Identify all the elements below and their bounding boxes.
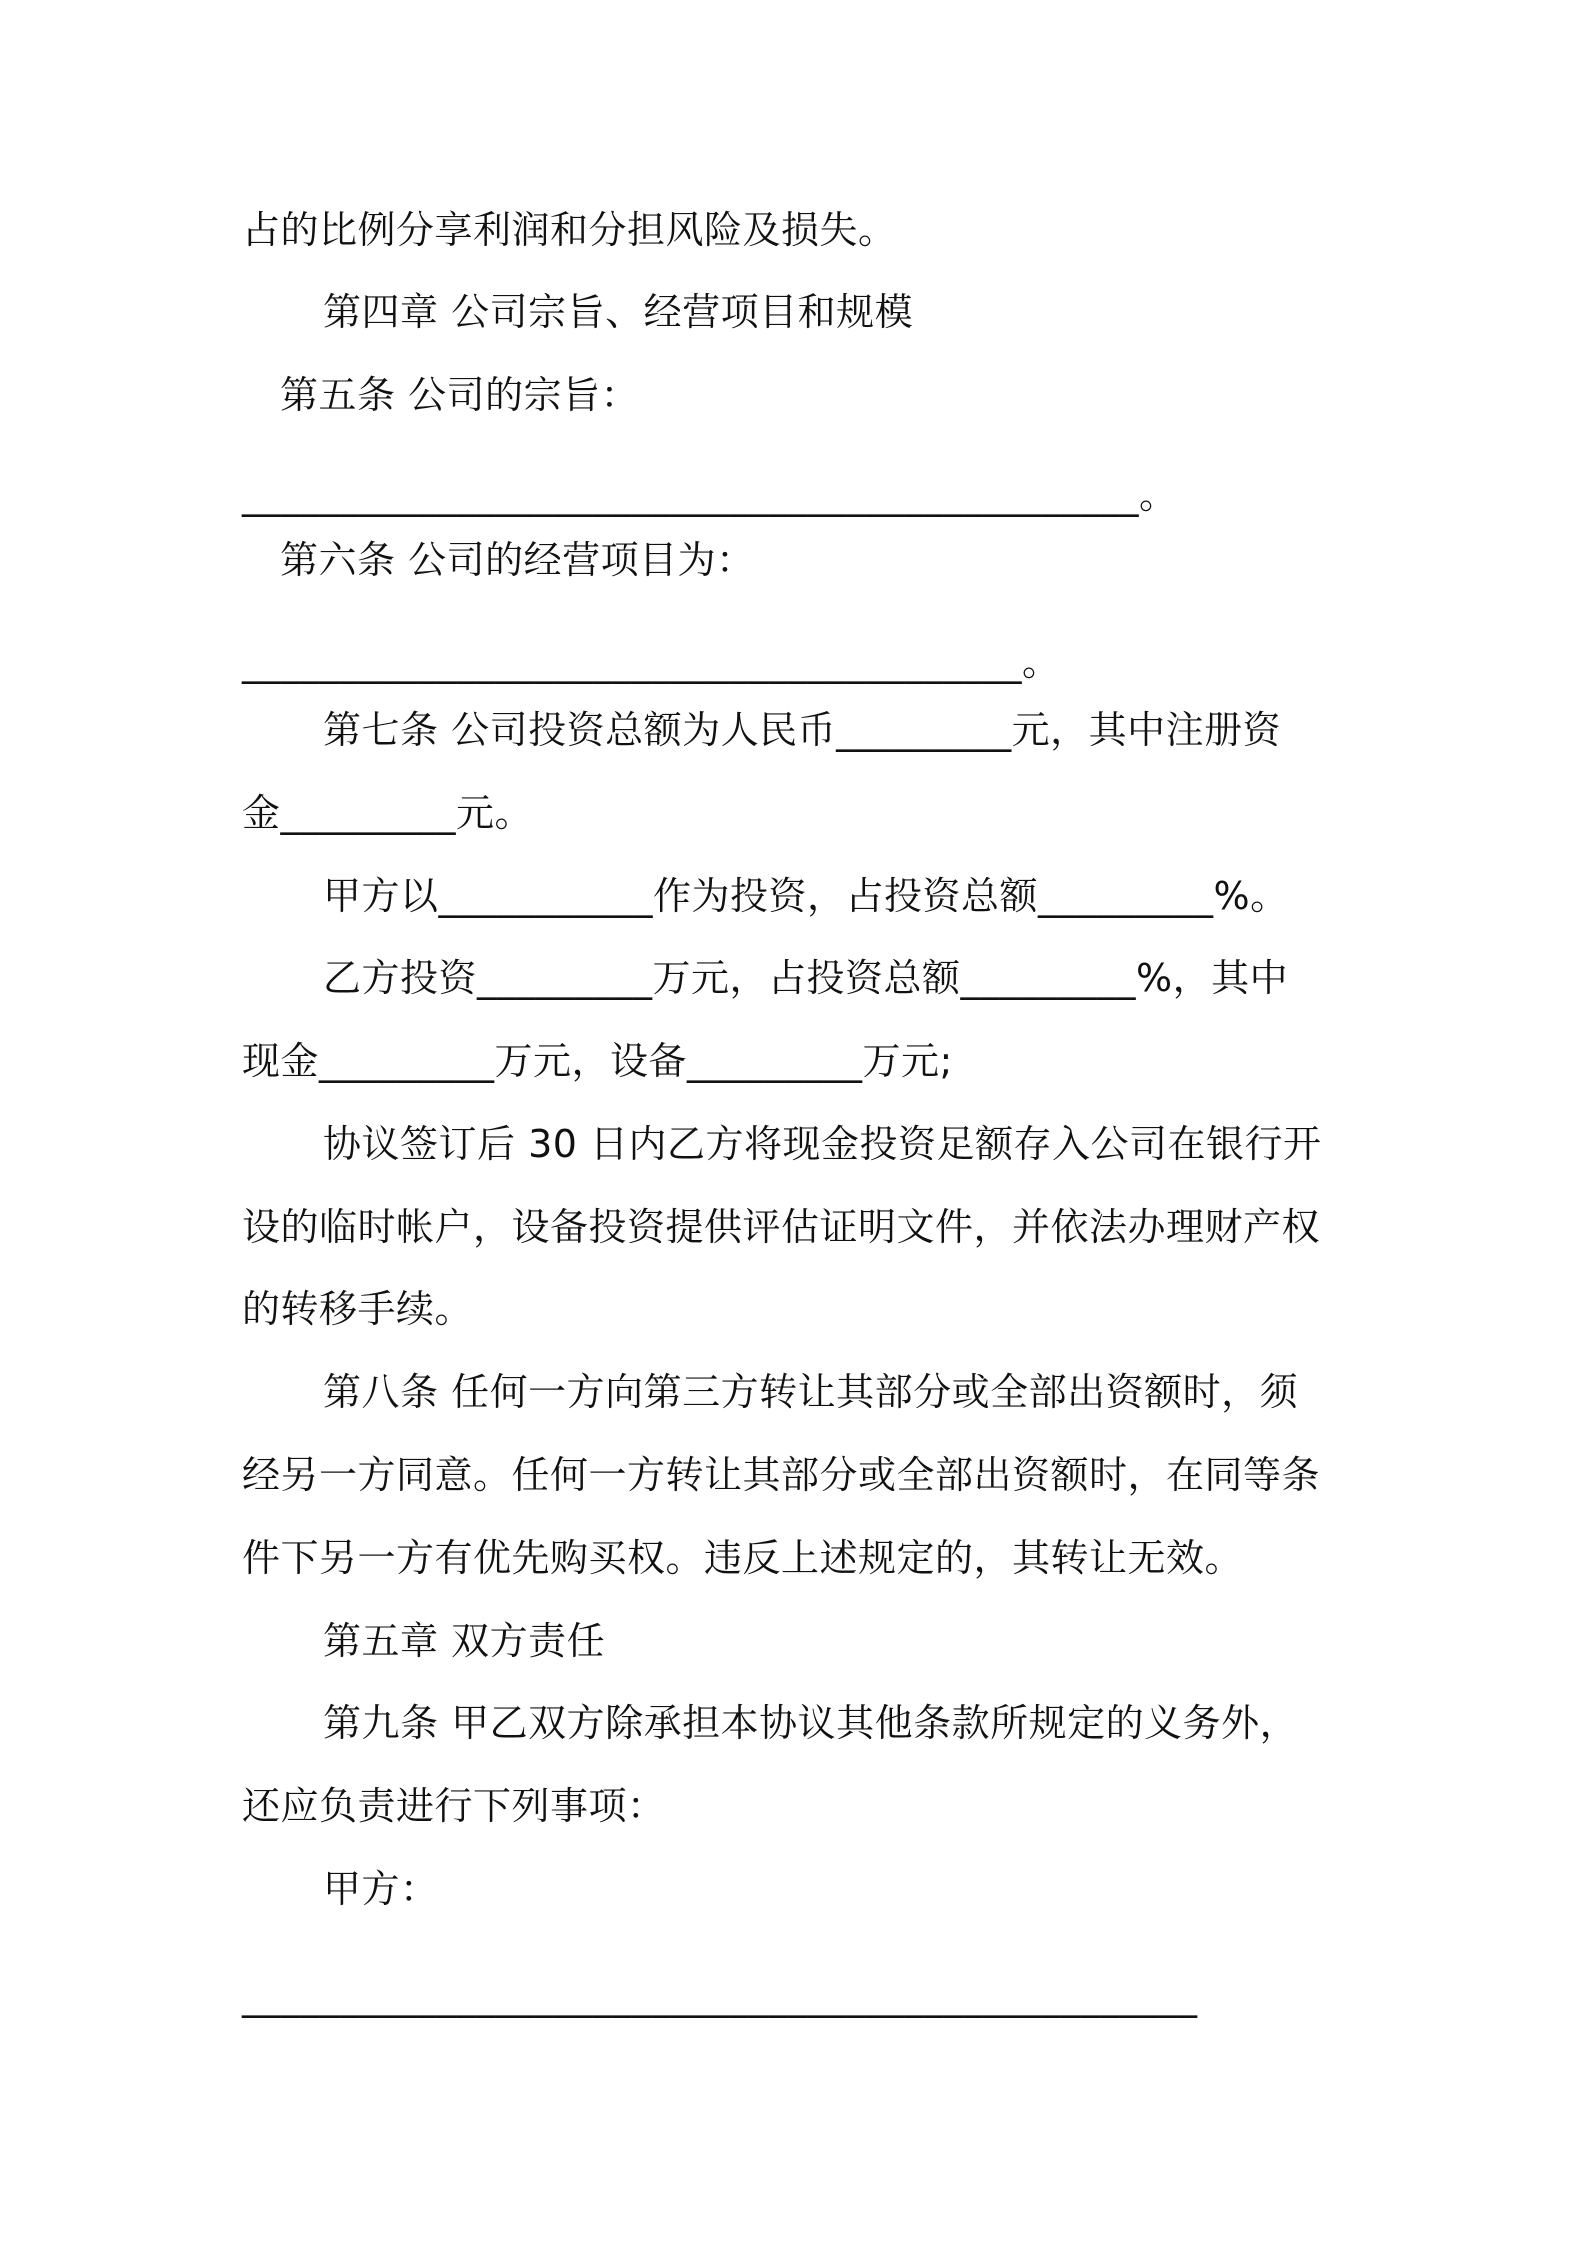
article-8-line-3: 件下另一方有优先购买权。违反上述规定的，其转让无效。 — [242, 1536, 1244, 1580]
article-5-blank-line: ______________________________________________。 — [242, 473, 1178, 517]
article-6-heading: 第六条 公司的经营项目为： — [280, 538, 755, 582]
party-b-investment-line-1: 乙方投资_________万元，占投资总额_________%，其中 — [323, 956, 1289, 1000]
paragraph-deposit-line-3: 的转移手续。 — [242, 1287, 474, 1331]
article-8-line-2: 经另一方同意。任何一方转让其部分或全部出资额时，在同等条 — [242, 1453, 1321, 1497]
paragraph-deposit-line-1: 协议签订后 30 日内乙方将现金投资足额存入公司在银行开 — [323, 1122, 1322, 1166]
chapter-4-heading: 第四章 公司宗旨、经营项目和规模 — [323, 290, 914, 334]
article-6-blank-line: ________________________________________。 — [242, 640, 1061, 684]
party-b-investment-line-2: 现金_________万元，设备_________万元; — [242, 1039, 953, 1083]
article-5-heading: 第五条 公司的宗旨： — [280, 373, 640, 417]
text-line-continuation: 占的比例分享利润和分担风险及损失。 — [242, 208, 897, 252]
party-a-blank-line: _________________________________________________ — [242, 1974, 1198, 2018]
article-7-line-2: 金_________元。 — [242, 791, 534, 835]
article-9-line-1: 第九条 甲乙双方除承担本协议其他条款所规定的义务外， — [323, 1701, 1299, 1745]
chapter-5-heading: 第五章 双方责任 — [323, 1619, 606, 1663]
article-8-line-1: 第八条 任何一方向第三方转让其部分或全部出资额时，须 — [323, 1370, 1299, 1414]
party-a-label: 甲方： — [323, 1867, 439, 1911]
party-a-investment: 甲方以___________作为投资，占投资总额_________%。 — [323, 874, 1289, 918]
article-7-line-1: 第七条 公司投资总额为人民币_________元，其中注册资 — [323, 708, 1282, 752]
paragraph-deposit-line-2: 设的临时帐户，设备投资提供评估证明文件，并依法办理财产权 — [242, 1205, 1321, 1249]
article-9-line-2: 还应负责进行下列事项： — [242, 1784, 666, 1828]
